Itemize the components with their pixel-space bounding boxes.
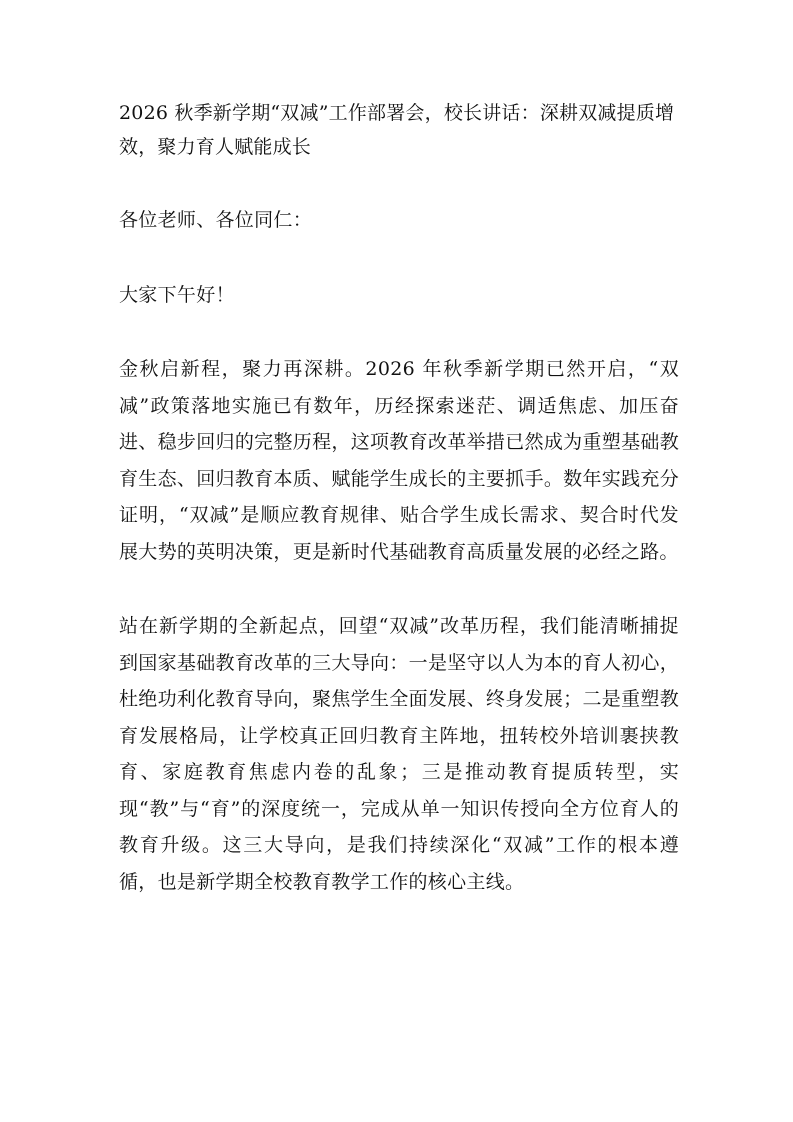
document-body [119, 96, 679, 938]
salutation: 各位老师、各位同仁： [119, 209, 313, 231]
body-paragraph: 站在新学期的全新起点，回望“双减”改革历程，我们能清晰捕捉到国家基础教育改革的三大导向：一是坚守以人为本的育人初心，杜绝功利化教育导向，聚焦学生全面发展、终身发展；二是重塑教育发展格局，让学校真正回归教育主阵地，扭转校外培训裹挟教育、家庭教育焦虑内卷的乱象；三是推动教育提质转型，实现“教”与“育”的深度统一，完成从单一知识传授向全方位育人的教育升级。这三大导向，是我们持续深化“双减”工作的根本遵循，也是新学期全校教育教学工作的核心主线。 [119, 615, 679, 893]
body-paragraph: 金秋启新程，聚力再深耕。2026 年秋季新学期已然开启，“双减”政策落地实施已有数年，历经探索迷茫、调适焦虑、加压奋进、稳步回归的完整历程，这项教育改革举措已然成为重塑基础教育生态、回归教育本质、赋能学生成长的主要抓手。数年实践充分证明，“双减”是顺应教育规律、贴合学生成长需求、契合时代发展大势的英明决策，更是新时代基础教育高质量发展的必经之路。 [119, 358, 679, 563]
document-title: 2026 秋季新学期“双减”工作部署会，校长讲话：深耕双减提质增效，聚力育人赋能成长 [119, 102, 675, 158]
greeting: 大家下午好！ [119, 283, 235, 306]
